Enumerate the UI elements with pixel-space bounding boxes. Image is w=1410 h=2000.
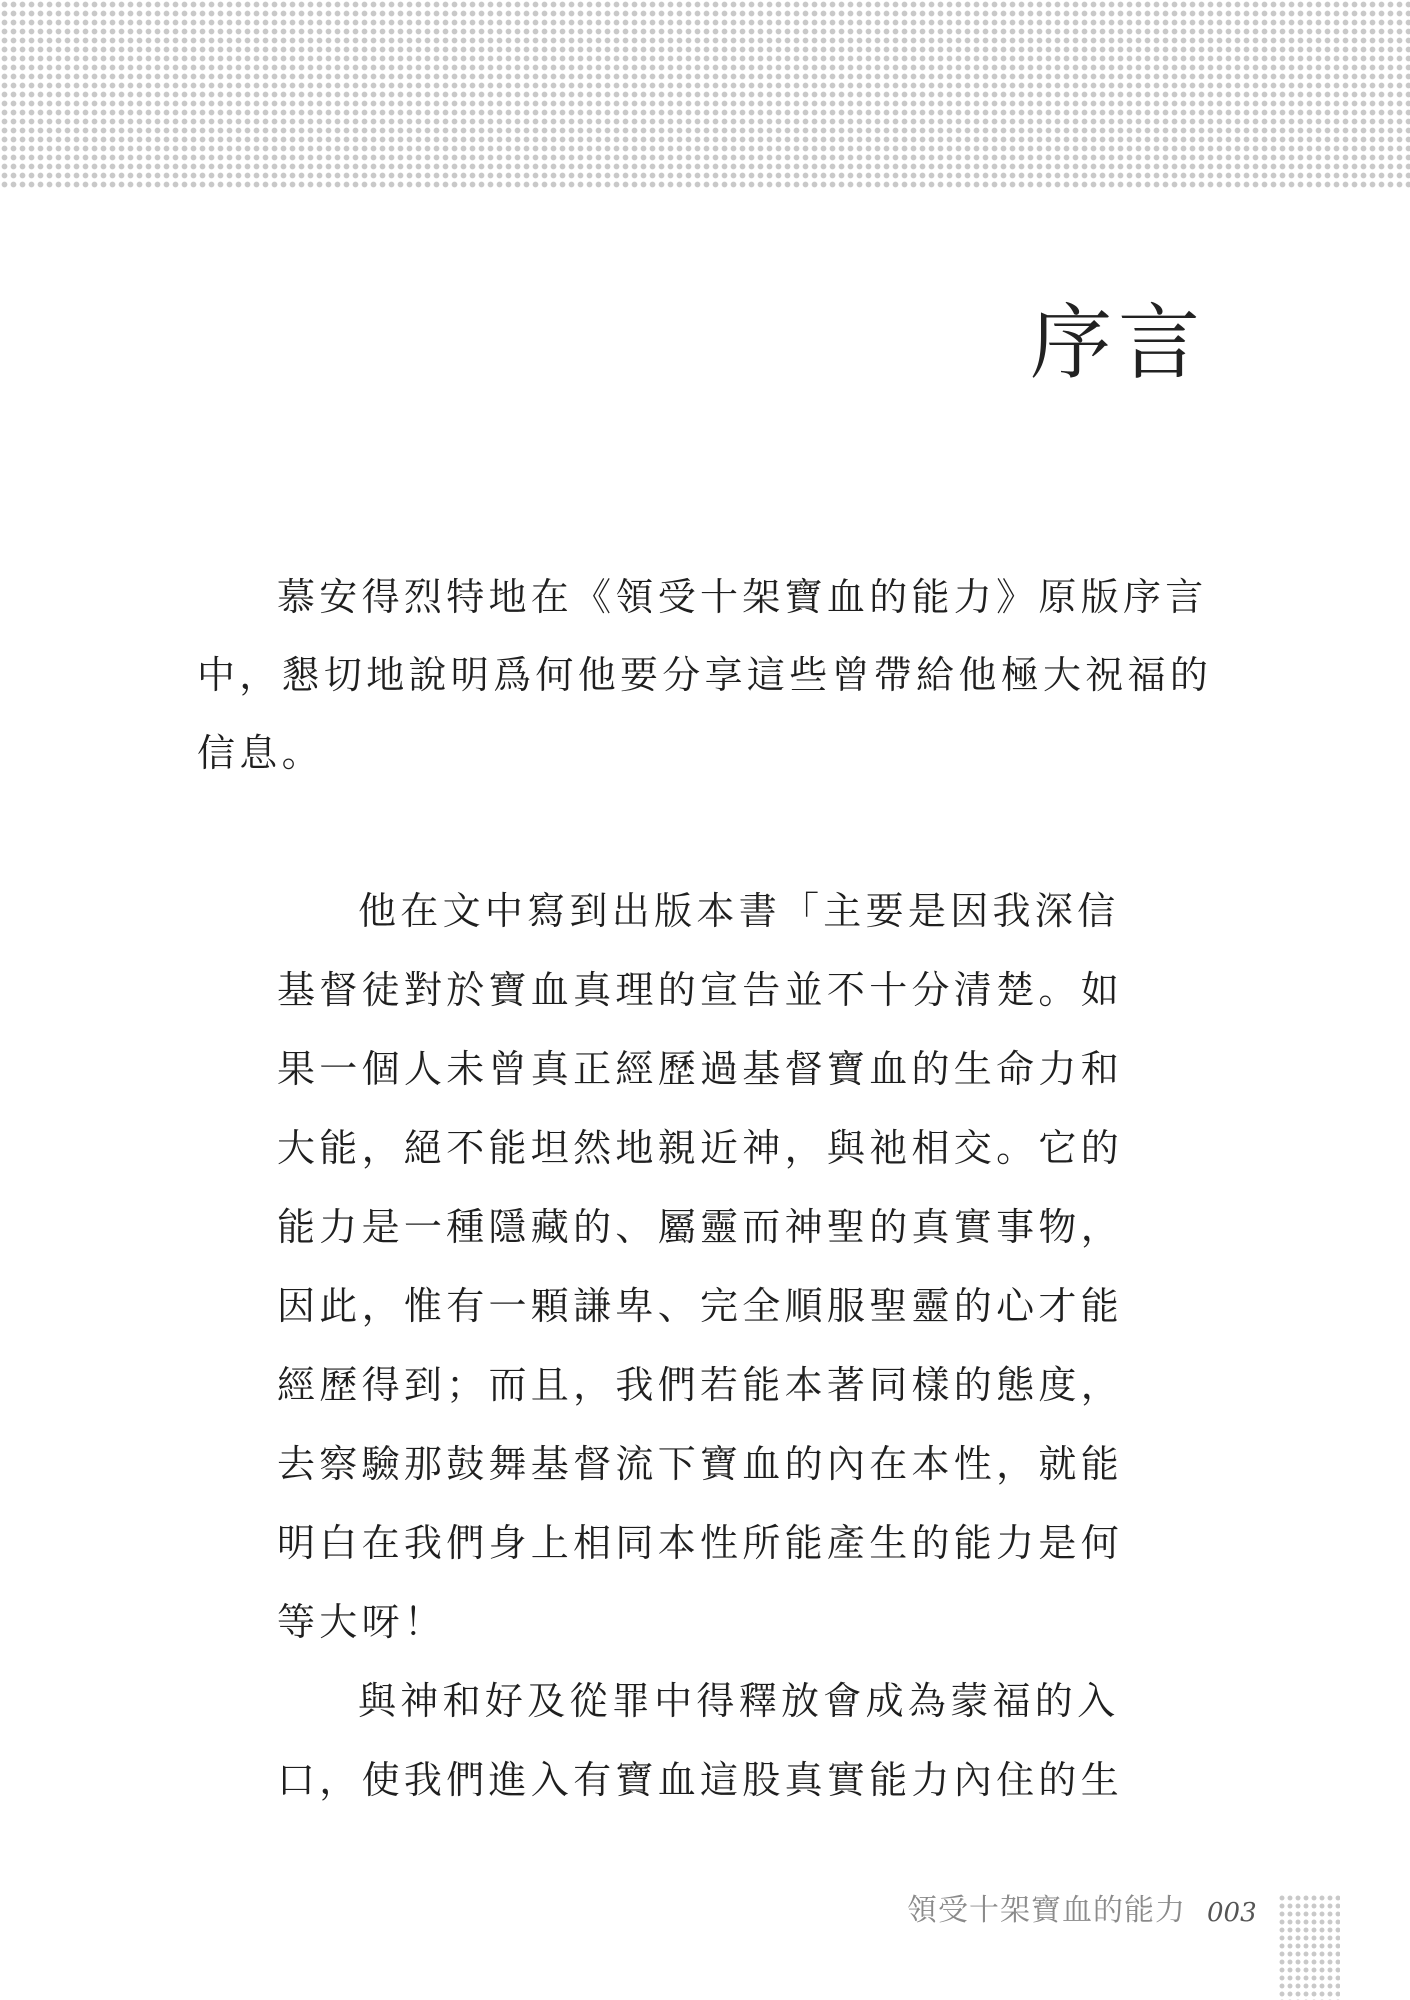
quote-line: 因此，惟有一顆謙卑、完全順服聖靈的心才能 [277, 1284, 1124, 1328]
quote-line: 他在文中寫到出版本書「主要是因我深信 [358, 889, 1120, 933]
quote-line: 基督徒對於寶血真理的宣告並不十分清楚。如 [277, 968, 1124, 1012]
quote-line: 去察驗那鼓舞基督流下寶血的內在本性，就能 [277, 1442, 1124, 1486]
quote-line: 能力是一種隱藏的、屬靈而神聖的真實事物， [277, 1205, 1124, 1249]
quote-line: 等大呀！ [277, 1600, 447, 1644]
quote-line: 經歷得到；而且，我們若能本著同樣的態度， [277, 1363, 1124, 1407]
intro-line: 中，懇切地說明爲何他要分享這些曾帶給他極大祝福的 [197, 653, 1213, 697]
footer-dot-pattern [1278, 1894, 1340, 2000]
page-title: 序言 [1029, 295, 1206, 391]
header-dot-pattern [0, 0, 1410, 190]
page-number: 003 [1207, 1898, 1257, 1928]
quote-line: 明白在我們身上相同本性所能產生的能力是何 [277, 1521, 1124, 1565]
quote-line: 與神和好及從罪中得釋放會成為蒙福的入 [358, 1679, 1120, 1723]
intro-line: 信息。 [197, 731, 324, 775]
footer-book-title: 領受十架寶血的能力 [907, 1893, 1186, 1928]
quote-line: 口，使我們進入有寶血這股真實能力內住的生 [277, 1758, 1124, 1802]
quote-line: 果一個人未曾真正經歷過基督寶血的生命力和 [277, 1047, 1124, 1091]
intro-line: 慕安得烈特地在《領受十架寶血的能力》原版序言 [277, 575, 1208, 619]
quote-line: 大能，絕不能坦然地親近神，與祂相交。它的 [277, 1126, 1124, 1170]
